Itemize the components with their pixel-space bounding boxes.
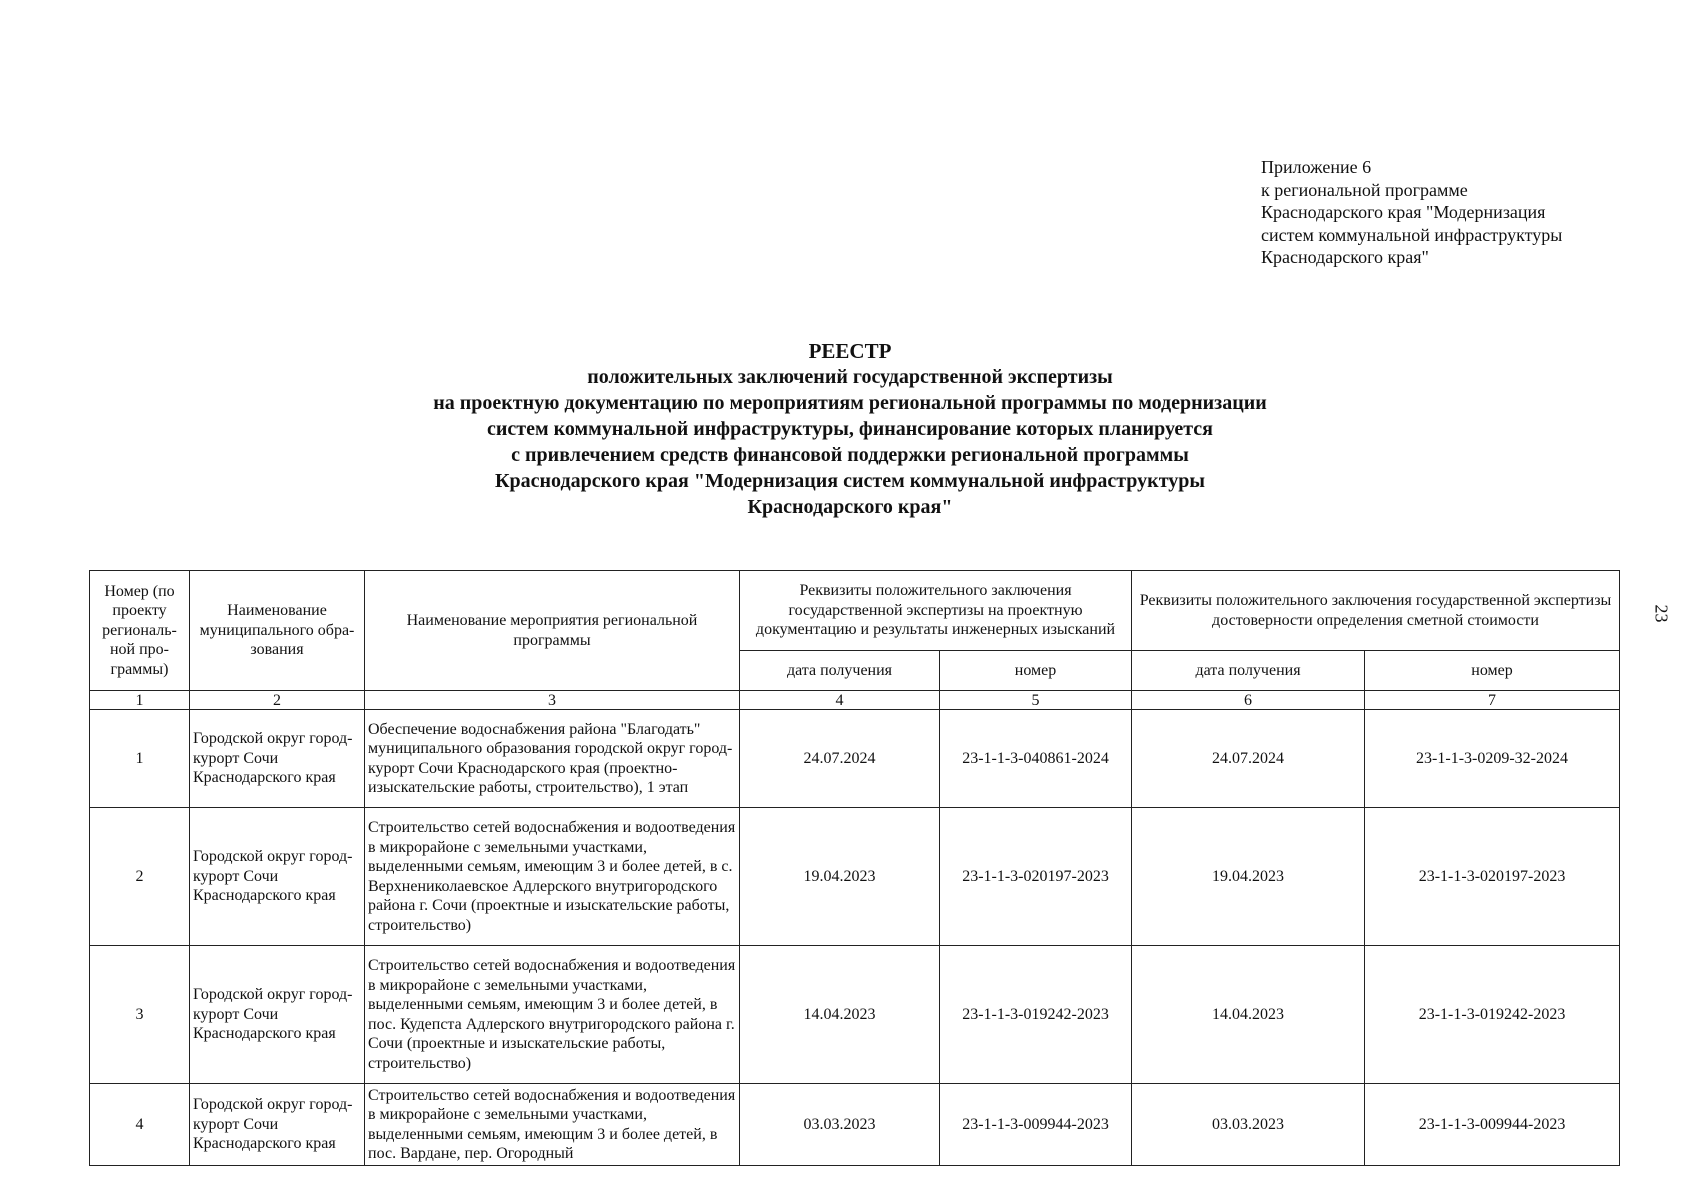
- cell-number-estimate: 23-1-1-3-020197-2023: [1365, 808, 1620, 946]
- cell-date-project: 14.04.2023: [740, 946, 940, 1084]
- header-row: [90, 571, 1620, 651]
- appendix-line: к региональной программе: [1261, 179, 1468, 200]
- table-row: [90, 946, 1620, 1084]
- cell-number-estimate: 23-1-1-3-0209-32-2024: [1365, 710, 1620, 808]
- registry-table: [89, 570, 1620, 1166]
- cell-municipality: Городской округ город-курорт Сочи Краснодарского края: [190, 710, 365, 808]
- cell-number-estimate: 23-1-1-3-009944-2023: [1365, 1084, 1620, 1166]
- cell-date-estimate: 14.04.2023: [1132, 946, 1365, 1084]
- cell-number-estimate: 23-1-1-3-019242-2023: [1365, 946, 1620, 1084]
- cell-event: Строительство сетей водоснабжения и водоотведения в микрорайоне с земельными участками, выделенными семьям, имеющим 3 и более детей, в пос. Вардане, пер. Огородный: [365, 1084, 740, 1166]
- cell-number: 2: [90, 808, 190, 946]
- column-number: 6: [1132, 691, 1365, 710]
- header-number-sub: номер: [1365, 651, 1620, 691]
- column-number: 5: [940, 691, 1132, 710]
- cell-date-project: 03.03.2023: [740, 1084, 940, 1166]
- title-line: Краснодарского края "Модернизация систем коммунальной инфраструктуры: [495, 470, 1205, 492]
- column-number: 2: [190, 691, 365, 710]
- header-group-project-expertise: Реквизиты положительного заключения государственной экспертизы на проектную документацию и результаты инженерных изысканий: [740, 571, 1132, 651]
- cell-number-project: 23-1-1-3-009944-2023: [940, 1084, 1132, 1166]
- document-title: [300, 338, 1400, 520]
- cell-number-project: 23-1-1-3-019242-2023: [940, 946, 1132, 1084]
- appendix-line: Приложение 6: [1261, 157, 1372, 177]
- title-line: Краснодарского края": [747, 496, 953, 518]
- title-line: на проектную документацию по мероприятиям региональной программы по модернизации: [433, 392, 1267, 414]
- table-row: [90, 710, 1620, 808]
- cell-municipality: Городской округ город-курорт Сочи Краснодарского края: [190, 808, 365, 946]
- column-number: 4: [740, 691, 940, 710]
- cell-date-project: 24.07.2024: [740, 710, 940, 808]
- cell-event: Строительство сетей водоснабжения и водоотведения в микрорайоне с земельными участками, выделенными семьям, имеющим 3 и более детей, в с. Верхнениколаевское Адлерского внутригородского района г. Сочи (проектные и изыскательские работы, строительство): [365, 808, 740, 946]
- header-event: Наименование мероприятия региональной программы: [365, 571, 740, 691]
- cell-event: Обеспечение водоснабжения района "Благодать" муниципального образования городской округ город-курорт Сочи Краснодарского края (проектно-изыскательские работы, строительство), 1 этап: [365, 710, 740, 808]
- column-number-row: [90, 691, 1620, 710]
- cell-date-project: 19.04.2023: [740, 808, 940, 946]
- header-group-estimate-expertise: Реквизиты положительного заключения государственной экспертизы достоверности определения сметной стоимости: [1132, 571, 1620, 651]
- cell-date-estimate: 03.03.2023: [1132, 1084, 1365, 1166]
- cell-number: 1: [90, 710, 190, 808]
- appendix-line: Краснодарского края": [1261, 247, 1429, 267]
- table-row: [90, 808, 1620, 946]
- cell-number: 3: [90, 946, 190, 1084]
- header-date-received: дата получения: [740, 651, 940, 691]
- header-date-received: дата получения: [1132, 651, 1365, 691]
- table-row: [90, 1084, 1620, 1166]
- cell-number-project: 23-1-1-3-040861-2024: [940, 710, 1132, 808]
- title-line: положительных заключений государственной экспертизы: [587, 366, 1113, 388]
- header-number-sub: номер: [940, 651, 1132, 691]
- column-number: 7: [1365, 691, 1620, 710]
- column-number: 1: [90, 691, 190, 710]
- cell-date-estimate: 24.07.2024: [1132, 710, 1365, 808]
- cell-number: 4: [90, 1084, 190, 1166]
- cell-event: Строительство сетей водоснабжения и водоотведения в микрорайоне с земельными участками, выделенными семьям, имеющим 3 и более детей, в пос. Кудепста Адлерского внутригородского района г. Сочи (проектные и изыскательские работы, строительство): [365, 946, 740, 1084]
- header-number: Номер (по проекту региональной программы): [90, 571, 190, 691]
- title-line: с привлечением средств финансовой поддержки региональной программы: [511, 444, 1189, 466]
- cell-municipality: Городской округ город-курорт Сочи Краснодарского края: [190, 946, 365, 1084]
- header-municipality: Наименование муниципального образования: [190, 571, 365, 691]
- page-number: 23: [1651, 604, 1672, 623]
- cell-number-project: 23-1-1-3-020197-2023: [940, 808, 1132, 946]
- title-line: систем коммунальной инфраструктуры, финансирование которых планируется: [486, 418, 1214, 440]
- cell-date-estimate: 19.04.2023: [1132, 808, 1365, 946]
- appendix-line: Краснодарского края "Модернизация: [1261, 202, 1546, 222]
- title-main: РЕЕСТР: [808, 339, 892, 363]
- column-number: 3: [365, 691, 740, 710]
- appendix-note: [1261, 156, 1562, 269]
- cell-municipality: Городской округ город-курорт Сочи Краснодарского края: [190, 1084, 365, 1166]
- appendix-line: систем коммунальной инфраструктуры: [1261, 224, 1563, 245]
